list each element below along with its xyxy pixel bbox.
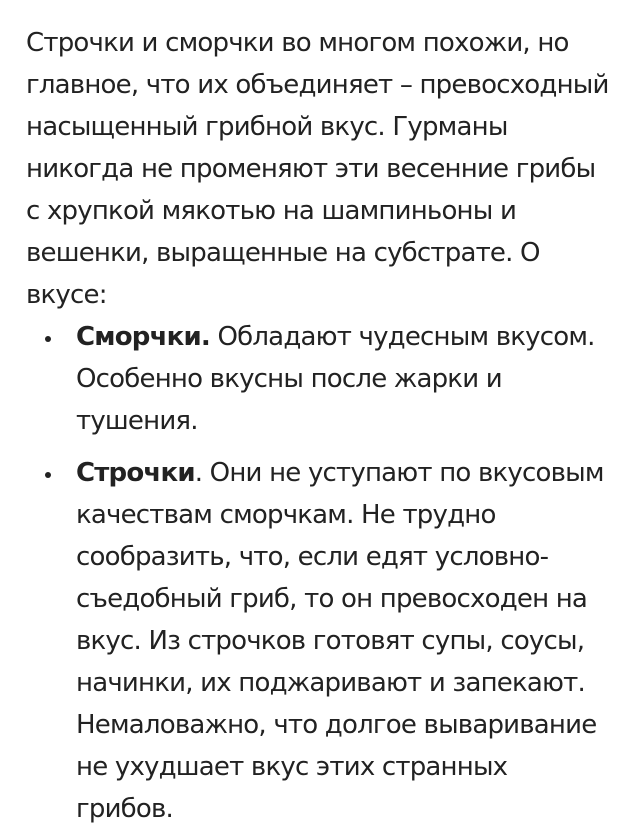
item-term: Сморчки. <box>76 322 210 352</box>
item-text: Обладают чудесным вкусом. Особенно вкусны после жарки и тушения. <box>76 322 595 436</box>
article-body <box>26 22 611 830</box>
item-text: . Они не уступают по вкусовым качествам сморчкам. Не трудно сообразить, что, если едят условно-съедобный гриб, то он превосходен на вкус. Из строчков готовят супы, соусы, начинки, их поджаривают и запекают. Немаловажно, что долгое вываривание не ухудшает вкус этих странных грибов. <box>76 458 604 824</box>
bullet-icon <box>45 472 51 478</box>
bullet-icon <box>45 336 51 342</box>
taste-list <box>26 316 611 830</box>
list-item-smorchki <box>26 316 611 442</box>
intro-paragraph: Строчки и сморчки во многом похожи, но главное, что их объединяет – превосходный насыщенный грибной вкус. Гурманы никогда не променяют эти весенние грибы с хрупкой мякотью на шампиньоны и вешенки, выращенные на субстрате. О вкусе: <box>26 28 609 310</box>
item-term: Строчки <box>76 458 195 488</box>
list-item-strochki <box>26 452 611 830</box>
